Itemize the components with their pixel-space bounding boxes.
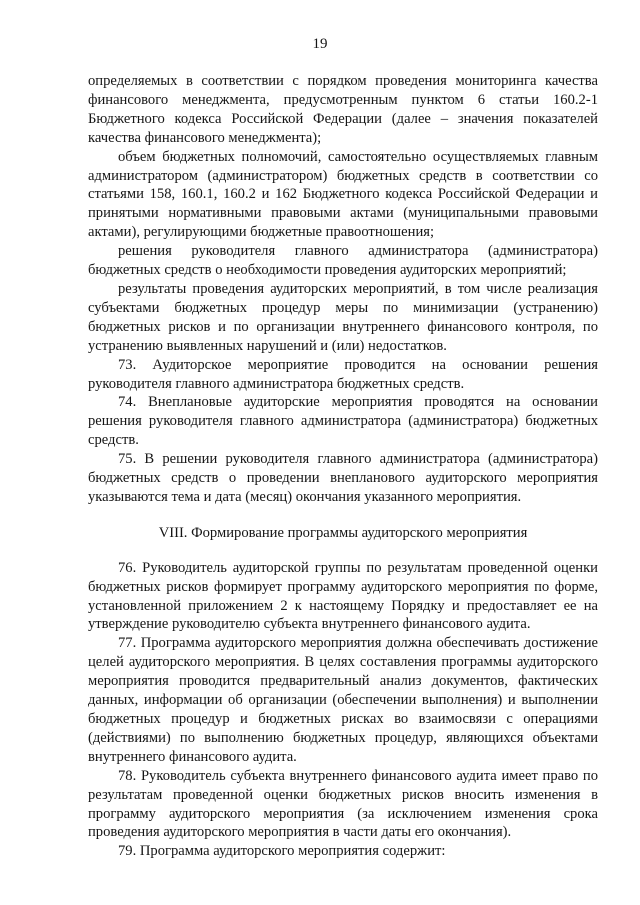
- paragraph-audit-results: результаты проведения аудиторских мероприятий, в том числе реализация субъектами бюджетных процедур меры по минимизации (устранению) бюджетных рисков и по организации внутреннего финансового контроля, по устранению выявленных нарушений и (или) недостатков.: [88, 280, 598, 354]
- paragraph-continuation: определяемых в соответствии с порядком проведения мониторинга качества финансового менеджмента, предусмотренным пунктом 6 статьи 160.2-1 Бюджетного кодекса Российской Федерации (далее – значения показателей качества финансового менеджмента);: [88, 73, 598, 146]
- paragraph-74: 74. Внеплановые аудиторские мероприятия проводятся на основании решения руководителя главного администратора (администратора) бюджетных средств.: [88, 394, 598, 449]
- paragraph-78: 78. Руководитель субъекта внутреннего финансового аудита имеет право по результатам проведенной оценки бюджетных рисков вносить изменения в программу аудиторского мероприятия (за исключением изменения срока проведения аудиторского мероприятия в части даты его окончания).: [88, 767, 598, 841]
- paragraph-79: 79. Программа аудиторского мероприятия содержит:: [118, 843, 446, 860]
- paragraph-budget-powers: объем бюджетных полномочий, самостоятельно осуществляемых главным администратором (администратором) бюджетных средств в соответствии со статьями 158, 160.1, 160.2 и 162 Бюджетного кодекса Российской Федерации и принятыми нормативными правовыми актами (муниципальными правовыми актами), регулирующими бюджетные правоотношения;: [88, 148, 598, 241]
- paragraph-76: 76. Руководитель аудиторской группы по результатам проведенной оценки бюджетных рисков формирует программу аудиторского мероприятия по форме, установленной приложением 2 к настоящему Порядку и предоставляет ее на утверждение руководителю субъекта внутреннего финансового аудита.: [88, 559, 598, 633]
- paragraph-management-decisions: решения руководителя главного администратора (администратора) бюджетных средств о необходимости проведения аудиторских мероприятий;: [88, 243, 598, 279]
- page-number: 19: [312, 36, 328, 52]
- paragraph-73: 73. Аудиторское мероприятие проводится на основании решения руководителя главного администратора бюджетных средств.: [88, 356, 598, 392]
- document-body: [88, 72, 598, 861]
- paragraph-77: 77. Программа аудиторского мероприятия должна обеспечивать достижение целей аудиторского мероприятия. В целях составления программы аудиторского мероприятия проводится предварительный анализ документов, фактических данных, информации об организации (обеспечении выполнения) и выполнении бюджетных процедур и бюджетных рисках во взаимосвязи с операциями (действиями) по выполнению бюджетных процедур, являющихся объектами внутреннего финансового аудита.: [88, 635, 598, 765]
- section-heading: VIII. Формирование программы аудиторского мероприятия: [158, 524, 528, 541]
- paragraph-75: 75. В решении руководителя главного администратора (администратора) бюджетных средств о проведении внепланового аудиторского мероприятия указываются тема и дата (месяц) окончания указанного мероприятия.: [88, 451, 598, 505]
